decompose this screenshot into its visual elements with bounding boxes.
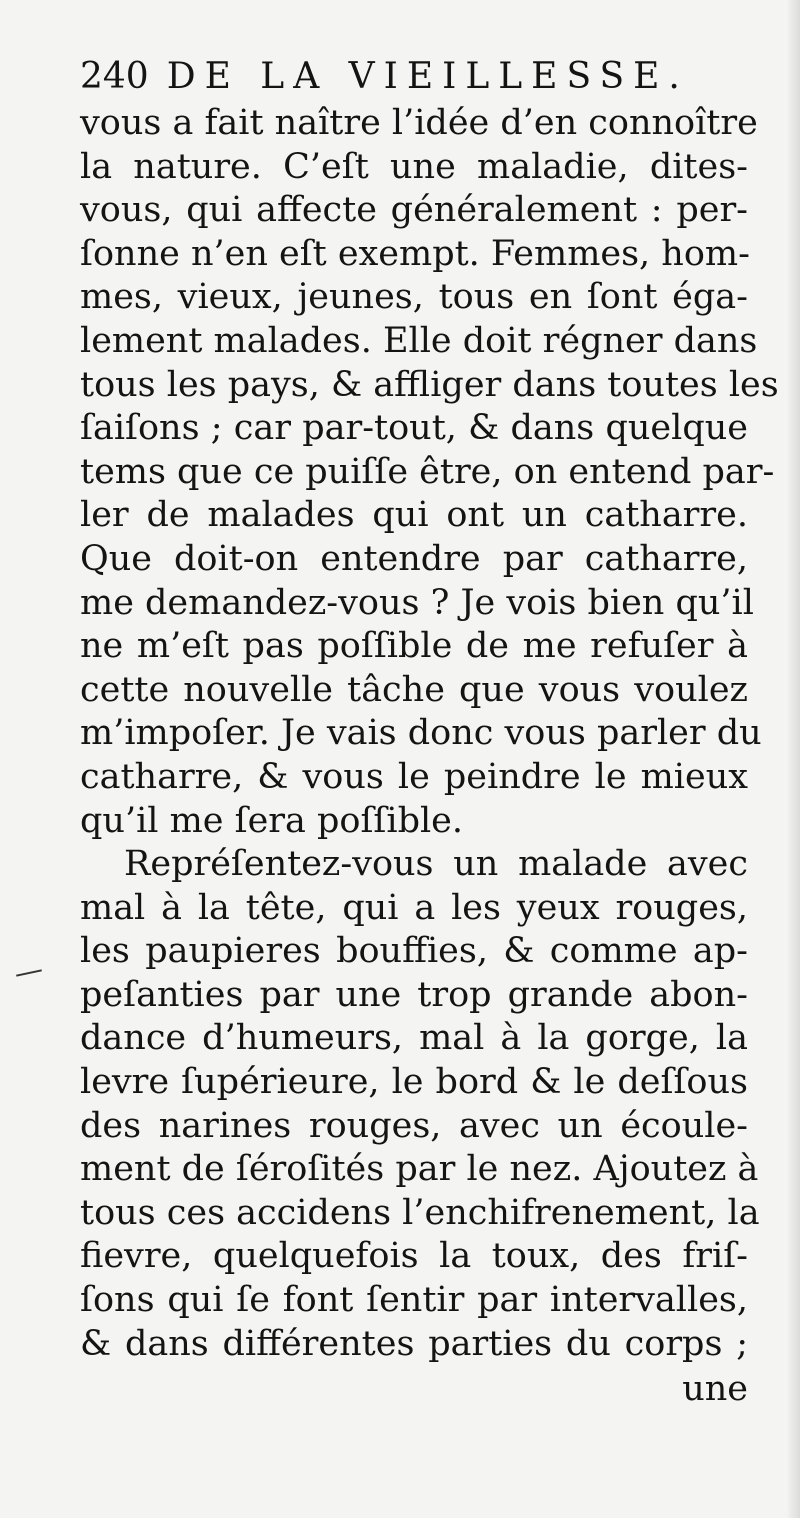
text-line: & dans différentes parties du corps ; (80, 1323, 748, 1364)
text-line: vous a fait naître l’idée d’en connoître (80, 103, 758, 143)
page-edge-shadow (786, 0, 800, 1518)
text-line: peſanties par une trop grande abon- (80, 974, 748, 1015)
text-line: des narines rouges, avec un écoule- (80, 1105, 748, 1146)
text-line: ment de ſéroſités par le nez. Ajoutez à (80, 1149, 759, 1190)
running-head (80, 52, 748, 102)
text-line: tous ces accidens l’enchifrenement, la (80, 1192, 760, 1233)
text-line: Que doit-on entendre par catharre, (80, 538, 748, 579)
catchword: une (682, 1369, 748, 1410)
text-line: ſaiſons ; car par-tout, & dans quelque (80, 408, 748, 449)
text-line: lement malades. Elle doit régner dans (80, 320, 758, 361)
text-line: les paupieres bouffies, & comme ap- (80, 931, 748, 972)
text-line: m’impoſer. Je vais donc vous parler du (80, 713, 762, 754)
text-line: la nature. C’eſt une maladie, dites- (80, 146, 748, 187)
text-line: tous les pays, & affliger dans toutes les (80, 364, 779, 405)
text-line: fievre, quelquefois la toux, des friſ- (80, 1236, 748, 1277)
text-line: ne m’eſt pas poſſible de me refuſer à (80, 626, 748, 667)
text-line: cette nouvelle tâche que vous voulez (80, 669, 748, 710)
text-line: mes, vieux, jeunes, tous en ſont éga- (80, 277, 748, 318)
text-line: dance d’humeurs, mal à la gorge, la (80, 1018, 748, 1059)
text-line: vous, qui affecte généralement : per- (80, 190, 748, 231)
text-line: ſons qui ſe font ſentir par intervalles, (80, 1280, 748, 1321)
text-line: ler de malades qui ont un catharre. (80, 495, 748, 536)
text-line: catharre, & vous le peindre le mieux (80, 756, 748, 797)
text-line: mal à la tête, qui a les yeux rouges, (80, 887, 748, 928)
text-line: ſonne n’en eſt exempt. Femmes, hom- (80, 233, 750, 274)
text-block (80, 52, 779, 1412)
margin-mark (16, 969, 42, 976)
paragraph-first-line: Repréſentez-vous un malade avec (124, 844, 748, 885)
text-line: me demandez-vous ? Je vois bien qu’il (80, 582, 754, 623)
running-title: DE LA VIEILLESSE. (166, 56, 689, 97)
text-line: qu’il me ſera poſſible. (80, 800, 464, 841)
text-line: levre ſupérieure, le bord & le deſſous (80, 1062, 748, 1103)
text-line: tems que ce puiſſe être, on entend par- (80, 451, 775, 492)
page-number: 240 (80, 56, 149, 97)
